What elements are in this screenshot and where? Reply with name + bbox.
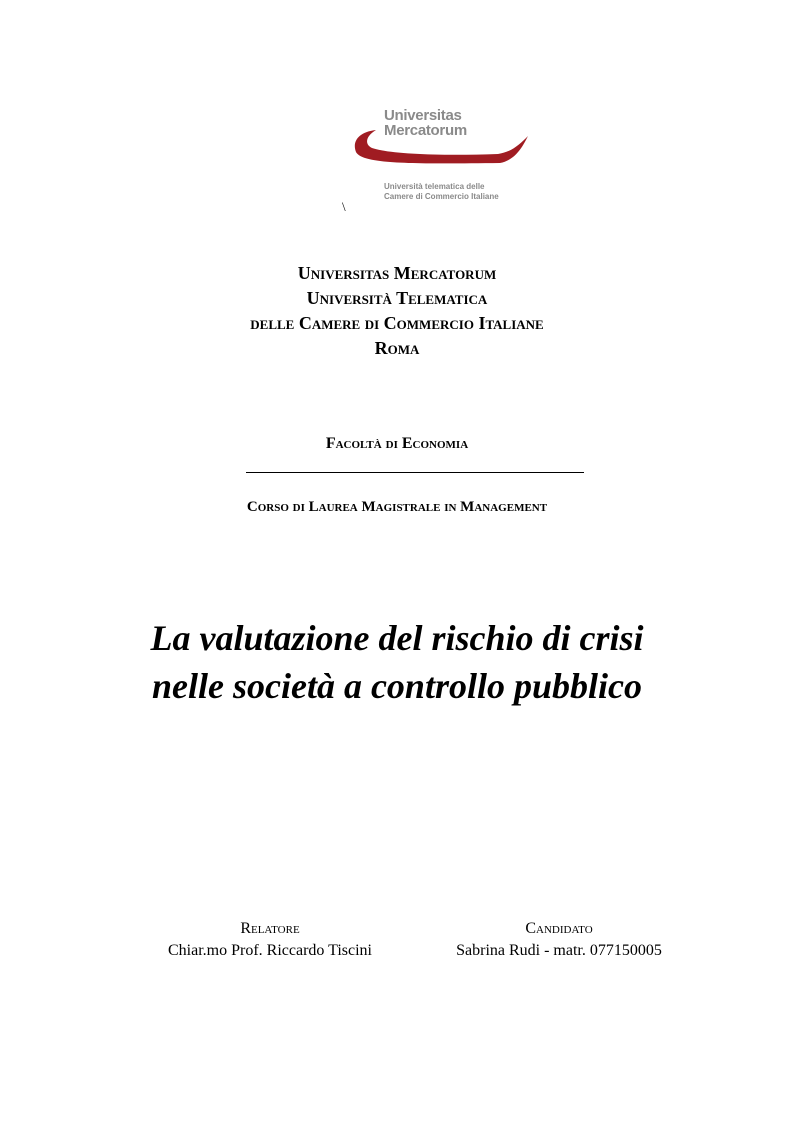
candidate-role: Candidato xyxy=(525,920,593,937)
logo-name-line1: Universitas xyxy=(384,107,462,124)
university-chambers: delle Camere di Commercio Italiane xyxy=(250,313,544,333)
logo-tagline-line2: Camere di Commercio Italiane xyxy=(384,192,499,201)
faculty-name: Facoltà di Economia xyxy=(325,435,469,452)
advisor-role: Relatore xyxy=(240,920,300,937)
thesis-title-line1: La valutazione del rischio di crisi xyxy=(150,618,644,658)
section-divider xyxy=(246,472,584,473)
candidate-block xyxy=(436,918,682,962)
advisor-block xyxy=(150,918,390,962)
thesis-title-line2: nelle società a controllo pubblico xyxy=(152,666,642,706)
university-logo xyxy=(350,100,540,210)
logo-tagline-line1: Università telematica delle xyxy=(384,182,485,191)
candidate-name: Sabrina Rudi - matr. 077150005 xyxy=(456,942,662,959)
university-city: Roma xyxy=(374,338,420,358)
university-subtitle: Università Telematica xyxy=(306,288,488,308)
logo-swoosh-icon xyxy=(350,128,540,176)
university-name: Universitas Mercatorum xyxy=(297,263,497,283)
logo-name-line2: Mercatorum xyxy=(384,122,467,139)
stray-mark: \ xyxy=(342,199,346,214)
course-name: Corso di Laurea Magistrale in Management xyxy=(246,499,548,515)
advisor-name: Chiar.mo Prof. Riccardo Tiscini xyxy=(168,942,372,959)
